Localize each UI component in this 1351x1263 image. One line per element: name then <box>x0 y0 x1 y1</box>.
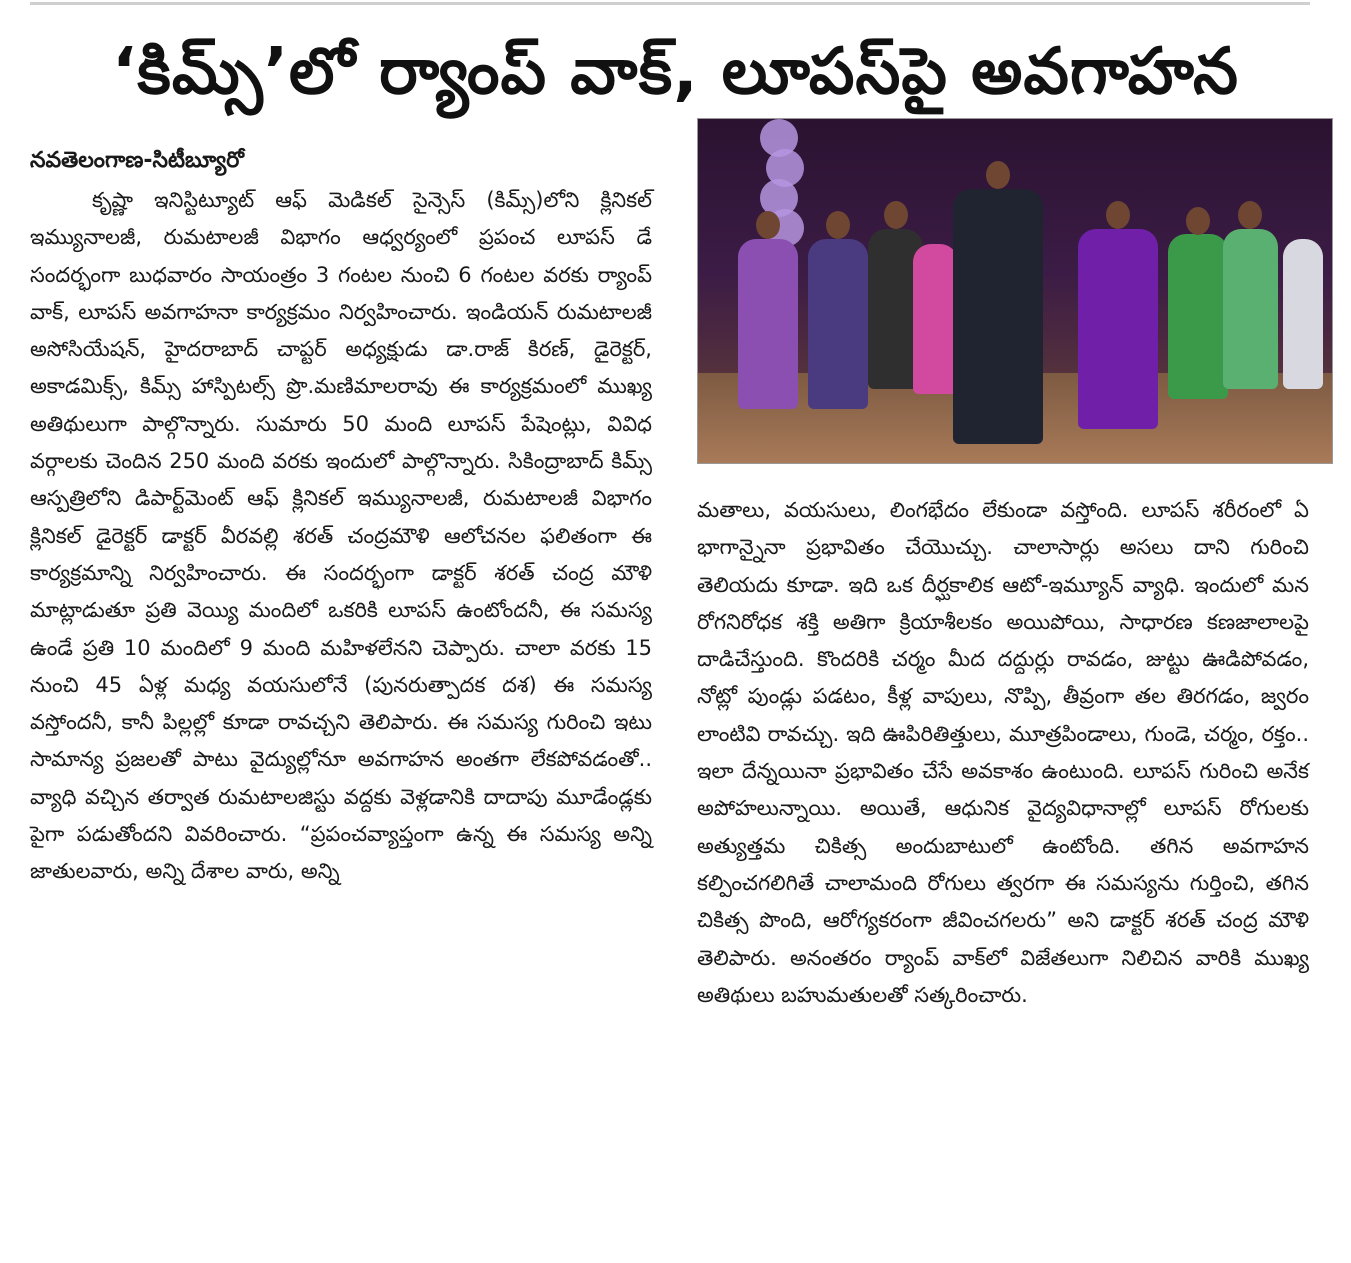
person-head <box>756 211 780 239</box>
top-rule <box>30 2 1310 5</box>
person-figure <box>1283 239 1323 389</box>
person-figure <box>738 239 798 409</box>
person-figure <box>808 239 868 409</box>
person-head <box>1186 207 1210 235</box>
article-headline: ‘కిమ్స్‌’లో ర్యాంప్ వాక్, లూపస్‌పై అవగాహన <box>112 35 1239 109</box>
person-head <box>1238 201 1262 229</box>
person-figure <box>1223 229 1278 389</box>
person-figure <box>1168 234 1228 399</box>
man-in-black-jacket <box>953 189 1043 444</box>
article-byline: నవతెలంగాణ-సిటీబ్యూరో <box>30 148 244 173</box>
woman-in-purple-dress <box>1078 229 1158 429</box>
person-head <box>884 201 908 229</box>
person-head <box>986 161 1010 189</box>
article-body-right-column: మతాలు, వయసులు, లింగభేదం లేకుండా వస్తోంది. లూపస్ శరీరంలో ఏ భాగాన్నైనా ప్రభావితం చేయొచ్చు. చాలాసార్లు అసలు దాని గురించి తెలియదు కూడా. ఇది ఒక దీర్ఘకాలిక ఆటో-ఇమ్యూన్ వ్యాధి. ఇందులో మన రోగనిరోధక శక్తి అతిగా క్రియాశీలకం అయిపోయి, సాధారణ కణజాలాలపై దాడిచేస్తుంది. కొందరికి చర్మం మీద దద్దుర్లు రావడం, జుట్టు ఊడిపోవడం, నోట్లో పుండ్లు పడటం, కీళ్ల వాపులు, నొప్పి, తీవ్రంగా తల తిరగడం, జ్వరం లాంటివి రావచ్చు. ఇది ఊపిరితిత్తులు, మూత్రపిండాలు, గుండె, చర్మం, రక్తం.. ఇలా దేన్నయినా ప్రభావితం చేసే అవకాశం ఉంటుంది. లూపస్ గురించి అనేక అపోహలున్నాయి. అయితే, ఆధునిక వైద్యవిధానాల్లో లూపస్ రోగులకు అత్యుత్తమ చికిత్స అందుబాటులో ఉంటోంది. తగిన అవగాహన కల్పించగలిగితే చాలామంది రోగులు త్వరగా ఈ సమస్యను గుర్తించి, తగిన చికిత్స పొంది, ఆరోగ్యకరంగా జీవించగలరు” అని డాక్టర్ శరత్ చంద్ర మౌళి తెలిపారు. అనంతరం ర్యాంప్ వాక్‌లో విజేతలుగా నిలిచిన వారికి ముఖ్య అతిథులు బహుమతులతో సత్కరించారు. <box>697 498 1309 1007</box>
person-head <box>826 211 850 239</box>
person-figure <box>913 244 958 394</box>
article-body-left-column: కృష్ణా ఇనిస్టిట్యూట్ ఆఫ్ మెడికల్ సైన్సెస్ (కిమ్స్)లోని క్లినికల్ ఇమ్యునాలజీ, రుమటాలజీ విభాగం ఆధ్వర్యంలో ప్రపంచ లూపస్ డే సందర్భంగా బుధవారం సాయంత్రం 3 గంటల నుంచి 6 గంటల వరకు ర్యాంప్ వాక్, లూపస్ అవగాహనా కార్యక్రమం నిర్వహించారు. ఇండియన్ రుమటాలజీ అసోసియేషన్, హైదరాబాద్ చాప్టర్ అధ్యక్షుడు డా.రాజ్ కిరణ్, డైరెక్టర్, అకాడమిక్స్, కిమ్స్ హాస్పిటల్స్ ప్రొ.మణిమాలరావు ఈ కార్యక్రమంలో ముఖ్య అతిథులుగా పాల్గొన్నారు. సుమారు 50 మంది లూపస్ పేషెంట్లు, వివిధ వర్గాలకు చెందిన 250 మంది వరకు ఇందులో పాల్గొన్నారు. సికింద్రాబాద్ కిమ్స్ ఆస్పత్రిలోని డిపార్ట్‌మెంట్ ఆఫ్ క్లినికల్ ఇమ్యునాలజీ, రుమటాలజీ విభాగం క్లినికల్ డైరెక్టర్ డాక్టర్ వీరవల్లి శరత్ చంద్రమౌళి ఆలోచనల ఫలితంగా ఈ కార్యక్రమాన్ని నిర్వహించారు. ఈ సందర్భంగా డాక్టర్ శరత్ చంద్ర మౌళి మాట్లాడుతూ ప్రతి వెయ్యి మందిలో ఒకరికి లూపస్ ఉంటోందనీ, ఈ సమస్య ఉండే ప్రతి 10 మందిలో 9 మంది మహిళలేనని చెప్పారు. చాలా వరకు 15 నుంచి 45 ఏళ్ల మధ్య వయసులోనే (పునరుత్పాదక దశ) ఈ సమస్య వస్తోందనీ, కానీ పిల్లల్లో కూడా రావచ్చని తెలిపారు. ఈ సమస్య గురించి ఇటు సామాన్య ప్రజలతో పాటు వైద్యుల్లోనూ అవగాహన అంతగా లేకపోవడంతో.. వ్యాధి వచ్చిన తర్వాత రుమటాలజిస్టు వద్దకు వెళ్లడానికి దాదాపు మూడేండ్లకు పైగా పడుతోందని వివరించారు. “ప్రపంచవ్యాప్తంగా ఉన్న ఈ సమస్య అన్ని జాతులవారు, అన్ని దేశాల వారు, అన్ని <box>30 188 652 884</box>
person-head <box>1106 201 1130 229</box>
ramp-walk-event-photo <box>697 118 1333 464</box>
